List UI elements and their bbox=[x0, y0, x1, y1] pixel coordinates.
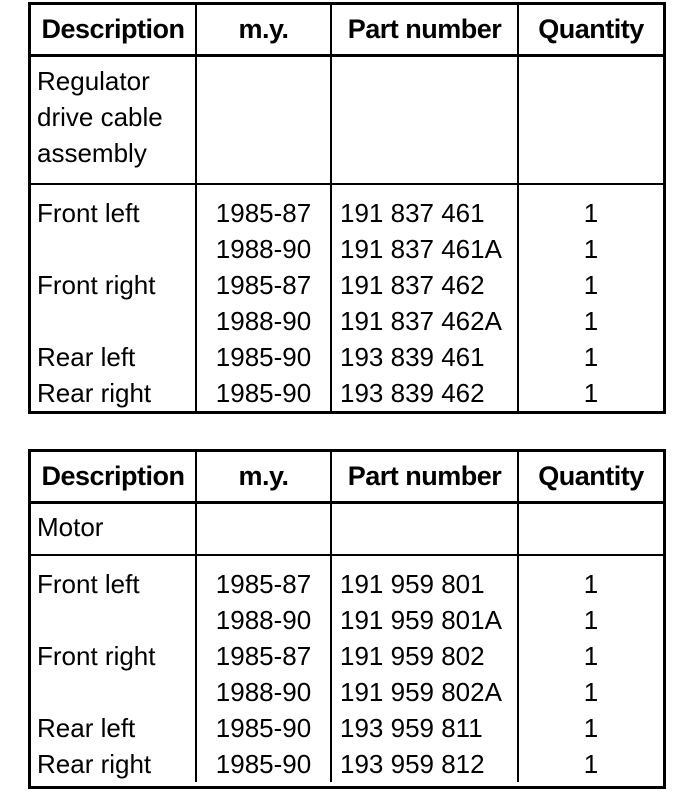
model-year-cell: 1985-87 bbox=[215, 198, 312, 228]
model-year-cell: 1985-87 bbox=[215, 270, 312, 300]
empty-cell bbox=[332, 57, 519, 183]
empty-cell bbox=[197, 504, 332, 554]
part-number-cell: 191 959 802A bbox=[340, 677, 502, 707]
description-cell: Rear left bbox=[37, 342, 136, 372]
quantity-cell: 1 bbox=[583, 234, 599, 264]
header-model-year: m.y. bbox=[197, 452, 332, 501]
part-number-column bbox=[332, 185, 519, 411]
part-number-cell: 193 839 462 bbox=[340, 378, 485, 408]
model-year-cell: 1988-90 bbox=[215, 234, 312, 264]
quantity-cell: 1 bbox=[583, 270, 599, 300]
part-number-cell: 191 959 801 bbox=[340, 569, 485, 599]
section-row bbox=[31, 57, 663, 185]
model-year-column bbox=[197, 185, 332, 411]
part-number-column bbox=[332, 556, 519, 782]
quantity-cell: 1 bbox=[583, 569, 599, 599]
section-title-line: drive cable bbox=[37, 102, 163, 132]
description-cell bbox=[31, 674, 195, 710]
part-number-cell: 191 959 802 bbox=[340, 641, 485, 671]
section-title-line: Regulator bbox=[37, 66, 150, 96]
model-year-cell: 1988-90 bbox=[215, 306, 312, 336]
header-part-number: Part number bbox=[332, 5, 519, 54]
section-title bbox=[31, 504, 197, 554]
description-cell: Rear right bbox=[37, 749, 152, 779]
empty-cell bbox=[332, 504, 519, 554]
model-year-cell: 1988-90 bbox=[215, 605, 312, 635]
part-number-cell: 191 959 801A bbox=[340, 605, 502, 635]
quantity-cell: 1 bbox=[583, 342, 599, 372]
description-cell bbox=[31, 602, 195, 638]
description-cell: Front left bbox=[37, 198, 140, 228]
header-model-year: m.y. bbox=[197, 5, 332, 54]
description-column bbox=[31, 556, 197, 782]
quantity-cell: 1 bbox=[583, 713, 599, 743]
regulator-cable-table bbox=[28, 2, 666, 414]
table-header bbox=[31, 452, 663, 504]
table-body bbox=[31, 185, 663, 411]
quantity-cell: 1 bbox=[583, 749, 599, 779]
section-title bbox=[31, 57, 197, 183]
part-number-cell: 191 837 462A bbox=[340, 306, 502, 336]
model-year-column bbox=[197, 556, 332, 782]
part-number-cell: 191 837 461 bbox=[340, 198, 485, 228]
motor-table bbox=[28, 449, 666, 789]
quantity-cell: 1 bbox=[583, 306, 599, 336]
part-number-cell: 193 959 812 bbox=[340, 749, 485, 779]
empty-cell bbox=[197, 57, 332, 183]
model-year-cell: 1985-90 bbox=[215, 713, 312, 743]
section-title-line: assembly bbox=[37, 138, 147, 168]
description-cell bbox=[31, 303, 195, 339]
part-number-cell: 191 837 461A bbox=[340, 234, 502, 264]
header-description: Description bbox=[31, 5, 197, 54]
description-cell: Rear left bbox=[37, 713, 136, 743]
part-number-cell: 191 837 462 bbox=[340, 270, 485, 300]
model-year-cell: 1985-87 bbox=[215, 641, 312, 671]
part-number-cell: 193 839 461 bbox=[340, 342, 485, 372]
quantity-column bbox=[519, 185, 663, 411]
quantity-column bbox=[519, 556, 663, 782]
header-quantity: Quantity bbox=[538, 461, 644, 491]
description-cell: Front left bbox=[37, 569, 140, 599]
model-year-cell: 1985-90 bbox=[215, 378, 312, 408]
quantity-cell: 1 bbox=[583, 378, 599, 408]
table-header bbox=[31, 5, 663, 57]
empty-cell bbox=[519, 57, 663, 183]
description-cell: Front right bbox=[37, 641, 156, 671]
description-cell bbox=[31, 231, 195, 267]
header-quantity: Quantity bbox=[538, 14, 644, 44]
empty-cell bbox=[519, 504, 663, 554]
description-cell: Front right bbox=[37, 270, 156, 300]
table-body bbox=[31, 556, 663, 782]
quantity-cell: 1 bbox=[583, 641, 599, 671]
quantity-cell: 1 bbox=[583, 677, 599, 707]
description-cell: Rear right bbox=[37, 378, 152, 408]
quantity-cell: 1 bbox=[583, 605, 599, 635]
quantity-cell: 1 bbox=[583, 198, 599, 228]
section-row bbox=[31, 504, 663, 556]
model-year-cell: 1985-90 bbox=[215, 749, 312, 779]
header-description: Description bbox=[31, 452, 197, 501]
model-year-cell: 1985-90 bbox=[215, 342, 312, 372]
model-year-cell: 1988-90 bbox=[215, 677, 312, 707]
model-year-cell: 1985-87 bbox=[215, 569, 312, 599]
section-title-line: Motor bbox=[37, 512, 104, 542]
header-part-number: Part number bbox=[332, 452, 519, 501]
description-column bbox=[31, 185, 197, 411]
part-number-cell: 193 959 811 bbox=[340, 713, 483, 743]
